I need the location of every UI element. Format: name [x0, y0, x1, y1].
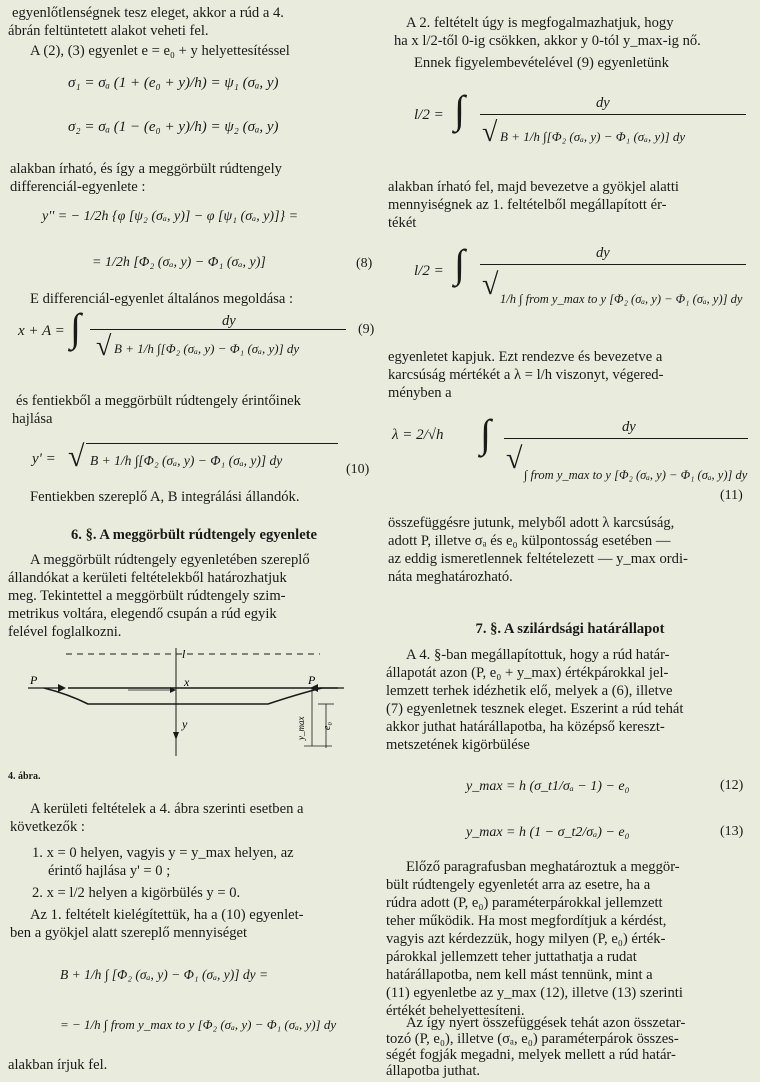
- equation-10-lhs: y' =: [32, 451, 56, 467]
- paragraph-line: E differenciál-egyenlet általános megoldása :: [30, 291, 294, 307]
- paragraph-line: adott P, illetve σₐ és e₀ külpontosság esetében —: [388, 533, 671, 549]
- paragraph-line: lemzett terhek idézhetik elő, melyek a (6), illetve: [386, 683, 673, 699]
- equation-10-body: B + 1/h ∫[Φ₂ (σₐ, y) − Φ₁ (σₐ, y)] dy: [90, 453, 283, 468]
- sqrt-sign: √: [68, 440, 85, 473]
- equation-number-9: (9): [358, 322, 375, 337]
- integral-sign: ∫: [454, 87, 465, 132]
- paragraph-line: Az így nyert összefüggések tehát azon összetar-: [406, 1015, 686, 1031]
- paragraph-line: tékét: [388, 215, 417, 231]
- fig-label-P-right: P: [308, 673, 316, 687]
- equation-B-line1: B + 1/h ∫ [Φ₂ (σₐ, y) − Φ₁ (σₐ, y)] dy =: [60, 967, 269, 982]
- figure-4-beam-diagram: [8, 648, 380, 764]
- paragraph-line: Előző paragrafusban meghatároztuk a meggör-: [406, 859, 680, 875]
- paragraph-line: náta meghatározható.: [388, 569, 513, 585]
- equation-11-numerator: dy: [622, 419, 636, 435]
- paragraph-line: az eddig ismeretlennek feltételezett — y_max ordi-: [388, 551, 688, 567]
- paragraph-line: alakban írható fel, majd bevezetve a gyökjel alatti: [388, 179, 679, 195]
- fig-label-x: x: [184, 675, 190, 689]
- equation-B-numerator: dy: [596, 245, 610, 261]
- fig-label-P-left: P: [30, 673, 38, 687]
- equation-9-denominator: B + 1/h ∫[Φ₂ (σₐ, y) − Φ₁ (σₐ, y)] dy: [114, 341, 300, 356]
- integral-sign: ∫: [480, 411, 491, 456]
- paragraph-line: párokkal jellemzett teher juttathatja a rudat: [386, 949, 637, 965]
- equation-11-denominator: ∫ from y_max to y [Φ₂ (σₐ, y) − Φ₁ (σₐ, y)] dy: [524, 468, 748, 482]
- section-heading-7: 7. §. A szilárdsági határállapot: [475, 621, 665, 637]
- figure-caption: 4. ábra.: [8, 771, 41, 782]
- equation-B-line2: = − 1/h ∫ from y_max to y [Φ₂ (σₐ, y) − Φ₁ (σₐ, y)] dy: [60, 1017, 337, 1032]
- paragraph-line: alakban írható, és így a meggörbült rúdtengely: [10, 161, 282, 177]
- fig-label-ymax: y_max: [296, 716, 306, 740]
- fraction-bar: [480, 114, 746, 115]
- sqrt-sign: √: [482, 117, 498, 148]
- equation-9-lhs: x + A =: [18, 323, 65, 339]
- equation-ypp-line1: y'' = − 1/2h {φ [ψ₂ (σₐ, y)] − φ [ψ₁ (σₐ, y)]} =: [42, 209, 299, 224]
- paragraph-line: vagyis azt kérdezzük, hogy milyen (P, e₀) érték-: [386, 931, 666, 947]
- equation-B-lhs: l/2 =: [414, 263, 444, 279]
- paragraph-line: állapotba juthat.: [386, 1063, 481, 1079]
- paragraph-line: összefüggésre jutunk, melyből adott λ karcsúság,: [388, 515, 675, 531]
- paragraph-line: és fentiekből a meggörbült rúdtengely érintőinek: [16, 393, 301, 409]
- integral-sign: ∫: [70, 305, 81, 350]
- equation-sigma2: σ₂ = σₐ (1 − (e₀ + y)/h) = ψ₂ (σₐ, y): [68, 119, 279, 135]
- paragraph-line: következők :: [10, 819, 85, 835]
- fraction-bar: [90, 329, 346, 330]
- paragraph-line: Fentiekben szereplő A, B integrálási állandók.: [30, 489, 300, 505]
- paragraph-line: ségét fogják megadni, melyek mellett a rúd határ-: [386, 1047, 676, 1063]
- paragraph-line: egyenletet kapjuk. Ezt rendezve és bevezetve a: [388, 349, 663, 365]
- paragraph-line: metrikus voltára, elegendő csupán a rúd egyik: [8, 606, 277, 622]
- paragraph-line: metszetének kigörbülése: [386, 737, 530, 753]
- paragraph-line: A 4. §-ban megállapítottuk, hogy a rúd határ-: [406, 647, 670, 663]
- sqrt-sign: √: [482, 268, 499, 301]
- equation-sigma1: σ₁ = σₐ (1 + (e₀ + y)/h) = ψ₁ (σₐ, y): [68, 75, 279, 91]
- equation-A-numerator: dy: [596, 95, 610, 111]
- sqrt-sign: √: [506, 442, 523, 475]
- equation-number-8: (8): [356, 256, 373, 271]
- paragraph-line: állapotát azon (P, e₀ + y_max) értékpárokkal jel-: [386, 665, 669, 681]
- condition-2: 2. x = l/2 helyen a kigörbülés y = 0.: [32, 885, 241, 901]
- equation-A-denominator: B + 1/h ∫[Φ₂ (σₐ, y) − Φ₁ (σₐ, y)] dy: [500, 129, 686, 144]
- equation-number-12: (12): [720, 778, 744, 793]
- equation-13: y_max = h (1 − σ_t2/σₐ) − e₀: [466, 825, 630, 840]
- equation-B-denominator: 1/h ∫ from y_max to y [Φ₂ (σₐ, y) − Φ₁ (σₐ, y)] dy: [500, 292, 743, 306]
- paragraph-line: állandókat a kerületi feltételekből határozhatjuk: [8, 570, 287, 586]
- paragraph-line: bült rúdtengely egyenletét arra az esetre, ha a: [386, 877, 651, 893]
- paragraph-line: egyenlőtlenségnek tesz eleget, akkor a rúd a 4.: [12, 5, 284, 21]
- paragraph-line: A (2), (3) egyenlet e = e₀ + y helyettesítéssel: [30, 43, 290, 59]
- fraction-bar: [504, 438, 748, 439]
- paragraph-line: A kerületi feltételek a 4. ábra szerinti esetben a: [30, 801, 304, 817]
- paragraph-line: alakban írjuk fel.: [8, 1057, 108, 1073]
- paragraph-line: határállapotba, nem kell mást tennünk, mint a: [386, 967, 653, 983]
- fraction-bar: [480, 264, 746, 265]
- paragraph-line: Ennek figyelembevételével (9) egyenletünk: [414, 55, 669, 71]
- paragraph-line: teher működik. Ha most megfordítjuk a kérdést,: [386, 913, 667, 929]
- fig-label-y: y: [182, 717, 188, 731]
- paragraph-line: akkor juthat határállapotba, ha középső kereszt-: [386, 719, 665, 735]
- sqrt-bar: [86, 443, 338, 444]
- paragraph-line: A 2. feltételt úgy is megfogalmazhatjuk, hogy: [406, 15, 674, 31]
- paragraph-line: felével foglalkozni.: [8, 624, 122, 640]
- fig-label-l: l: [182, 648, 186, 661]
- equation-number-11: (11): [720, 488, 743, 503]
- paragraph-line: rúdra adott (P, e₀) paraméterpárokkal jellemzett: [386, 895, 663, 911]
- equation-9-numerator: dy: [222, 313, 236, 329]
- fig-label-e0: e₀: [322, 722, 333, 730]
- equation-number-13: (13): [720, 824, 744, 839]
- paragraph-line: A meggörbült rúdtengely egyenletében szereplő: [30, 552, 310, 568]
- paragraph-line: mennyiségnek az 1. feltételből megállapított ér-: [388, 197, 667, 213]
- equation-11-lhs: λ = 2/√h: [392, 427, 444, 443]
- paragraph-line: (7) egyenletnek tesznek eleget. Eszerint a rúd tehát: [386, 701, 684, 717]
- paragraph-line: Az 1. feltételt kielégítettük, ha a (10) egyenlet-: [30, 907, 304, 923]
- paragraph-line: (11) egyenletbe az y_max (12), illetve (13) szerinti: [386, 985, 683, 1001]
- paragraph-line: hajlása: [12, 411, 53, 427]
- paragraph-line: ményben a: [388, 385, 452, 401]
- equation-ypp-line2: = 1/2h [Φ₂ (σₐ, y) − Φ₁ (σₐ, y)]: [92, 255, 266, 270]
- paragraph-line: tozó (P, e₀), illetve (σₐ, e₀) paraméterpárok összes-: [386, 1031, 679, 1047]
- paragraph-line: értékét behelyettesíteni.: [386, 1003, 525, 1019]
- condition-1-line1: 1. x = 0 helyen, vagyis y = y_max helyen, az: [32, 845, 294, 861]
- paragraph-line: differenciál-egyenlete :: [10, 179, 146, 195]
- paragraph-line: ha x l/2-től 0-ig csökken, akkor y 0-tól y_max-ig nő.: [394, 33, 701, 49]
- paragraph-line: ben a gyökjel alatt szereplő mennyiséget: [10, 925, 248, 941]
- condition-1-line2: érintő hajlása y' = 0 ;: [48, 863, 171, 879]
- section-heading-6: 6. §. A meggörbült rúdtengely egyenlete: [70, 527, 318, 543]
- integral-sign: ∫: [454, 241, 465, 286]
- paragraph-line: meg. Tekintettel a meggörbült rúdtengely szim-: [8, 588, 286, 604]
- equation-A-lhs: l/2 =: [414, 107, 444, 123]
- paragraph-line: karcsúság mértékét a λ = l/h viszonyt, végered-: [388, 367, 664, 383]
- equation-number-10: (10): [346, 462, 370, 477]
- equation-12: y_max = h (σ_t1/σₐ − 1) − e₀: [466, 779, 630, 794]
- sqrt-sign: √: [96, 331, 112, 362]
- paragraph-line: ábrán feltüntetett alakot veheti fel.: [8, 23, 209, 39]
